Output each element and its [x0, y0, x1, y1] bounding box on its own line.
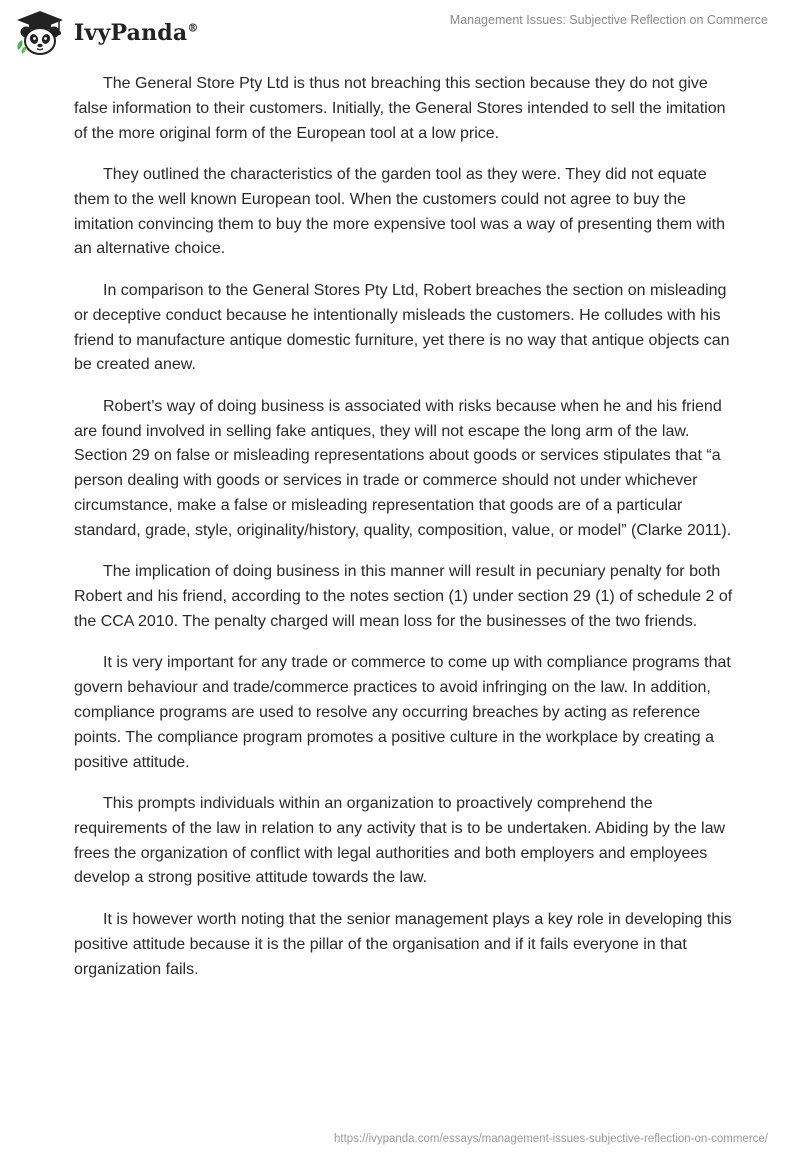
page-header — [0, 0, 800, 70]
brand-logo[interactable] — [14, 8, 199, 58]
paragraph: The General Store Pty Ltd is thus not breaching this section because they do not give false information to their customers. Initially, the General Stores intended to sell the imitation of the more original form of the European tool at a low price. — [74, 75, 726, 142]
document-title: Management Issues: Subjective Reflection on Commerce — [449, 13, 768, 27]
paragraph: It is however worth noting that the senior management plays a key role in developing this positive attitude because it is the pillar of the organisation and if it fails everyone in that organization fails. — [74, 910, 732, 978]
paragraph: This prompts individuals within an organization to proactively comprehend the requirements of the law in relation to any activity that is to be undertaken. Abiding by the law frees the organization of conflict with legal authorities and both employers and employees develop a strong positive attitude towards the law. — [74, 795, 726, 887]
paragraph: In comparison to the General Stores Pty Ltd, Robert breaches the section on misleading or deceptive conduct because he intentionally misleads the customers. He colludes with his friend to manufacture antique domestic furniture, yet there is no way that antique objects can be created anew. — [74, 281, 730, 374]
paragraph: It is very important for any trade or commerce to come up with compliance programs that govern behaviour and trade/commerce practices to avoid infringing on the law. In addition, compliance programs are used to resolve any occurring breaches by acting as reference points. The compliance program promotes a positive culture in the workplace by creating a positive attitude. — [74, 654, 731, 771]
paragraph: Robert’s way of doing business is associated with risks because when he and his friend are found involved in selling fake antiques, they will not escape the long arm of the law. Section 29 on false or misleading representations about goods or services stipulates that “a person dealing with goods or services in trade or commerce should not under whichever circumstance, make a false or misleading representation that goods are of a particular standard, grade, style, originality/history, quality, composition, value, or model” (Clarke 2011). — [74, 397, 732, 539]
paragraph: They outlined the characteristics of the garden tool as they were. They did not equate them to the well known European tool. When the customers could not agree to buy the imitation convincing them to buy the more expensive tool was a way of presenting them with an alternative choice. — [74, 166, 725, 258]
source-url-link[interactable]: https://ivypanda.com/essays/management-issues-subjective-reflection-on-commerce/ — [334, 1133, 768, 1145]
brand-name: IvyPanda® — [74, 20, 199, 46]
paragraph: The implication of doing business in this manner will result in pecuniary penalty for both Robert and his friend, according to the notes section (1) under section 29 (1) of schedule 2 of the CCA 2010. The penalty charged will mean loss for the businesses of the two friends. — [74, 563, 733, 630]
essay-body — [74, 72, 734, 999]
panda-graduate-icon — [14, 10, 66, 56]
